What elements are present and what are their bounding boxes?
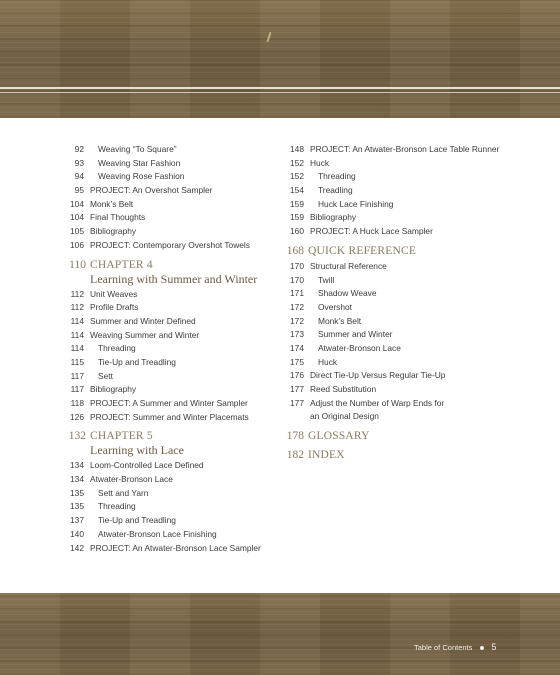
toc-entry[interactable] [62,473,272,487]
entry-title: Weaving Summer and Winter [90,329,200,340]
entry-page-number: 94 [74,171,84,182]
entry-page-number: 93 [74,157,84,168]
chapter-subtitle: Learning with Summer and Winter [90,271,258,286]
toc-entry[interactable] [62,315,272,329]
entry-title: PROJECT: An Overshot Sampler [90,185,213,196]
entry-title: Summer and Winter [318,329,393,340]
entry-title: Reed Substitution [310,384,377,394]
entry-page-number: 148 [290,144,304,154]
toc-entry[interactable] [280,211,520,225]
entry-title: Weaving Rose Fashion [98,171,185,182]
section-title: CHAPTER 4 [90,258,153,271]
entry-title: Adjust the Number of Warp Ends for [310,397,445,408]
toc-entry[interactable] [280,328,520,342]
entry-title: Monk’s Belt [318,315,362,326]
toc-entry[interactable] [280,225,520,239]
entry-page-number: 152 [290,171,304,182]
entry-page-number: 176 [290,370,304,381]
toc-section [280,429,520,443]
entry-title: Bibliography [90,226,137,237]
toc-entry[interactable] [62,329,272,343]
footer-label: Table of Contents [414,643,473,652]
section-page-number: 178 [286,430,304,443]
entry-page-number: 114 [70,315,84,326]
entry-page-number: 117 [70,384,84,395]
wood-header-band [0,0,560,118]
toc-entry[interactable] [62,225,272,239]
section-title: INDEX [308,449,345,462]
entry-page-number: 117 [70,370,84,381]
page-footer [414,642,496,652]
entry-title: Unit Weaves [90,288,138,299]
entry-title: Treadling [318,185,353,196]
section-title: CHAPTER 5 [90,430,153,443]
entry-page-number: 172 [290,301,304,312]
toc-entry[interactable] [280,369,520,383]
toc-entry[interactable] [280,301,520,315]
entry-title: Structural Reference [310,260,387,271]
entry-page-number: 170 [290,274,304,285]
entry-page-number: 92 [74,144,84,154]
entry-page-number: 135 [70,501,84,512]
toc-entry[interactable] [280,287,520,301]
entry-title: Direct Tie-Up Versus Regular Tie-Up [310,370,446,381]
entry-title: PROJECT: Contemporary Overshot Towels [90,239,250,250]
section-title: GLOSSARY [308,430,370,443]
toc-entry[interactable] [62,487,272,501]
entry-title: Atwater-Bronson Lace [318,342,401,353]
entry-page-number: 137 [70,515,84,526]
entry-page-number: 140 [70,528,84,539]
toc-entry[interactable] [280,356,520,370]
entry-title: Huck [318,356,338,367]
toc-entry[interactable] [62,528,272,542]
toc-entry[interactable] [280,410,520,424]
section-page-number: 110 [69,258,86,271]
toc-entry[interactable] [62,239,272,253]
entry-title: PROJECT: An Atwater-Bronson Lace Table Runner [310,144,500,154]
toc-entry[interactable] [280,260,520,274]
toc-entry[interactable] [280,342,520,356]
toc-entry[interactable] [62,157,272,171]
toc-entry[interactable] [62,342,272,356]
entry-page-number: 172 [290,315,304,326]
entry-page-number: 177 [290,397,304,408]
toc-entry[interactable] [62,383,272,397]
entry-page-number: 154 [290,185,304,196]
entry-page-number: 95 [74,185,84,196]
section-heading[interactable] [62,258,272,272]
page-number: 5 [491,642,497,652]
entry-title: Huck [310,157,330,168]
entry-page-number: 142 [70,542,84,553]
entry-title: Profile Drafts [90,302,139,313]
entry-title: Bibliography [310,212,357,223]
section-page-number: 132 [68,430,86,443]
entry-title: Monk’s Belt [90,198,134,209]
toc-entry[interactable] [62,500,272,514]
entry-page-number: 106 [70,239,84,250]
entry-page-number: 104 [70,212,84,223]
section-page-number: 168 [286,244,304,257]
toc-entry[interactable] [62,170,272,184]
entry-page-number: 159 [290,212,304,223]
entry-title: Weaving “To Square” [98,144,177,154]
toc-entry[interactable] [62,211,272,225]
section-heading[interactable] [280,429,520,443]
toc-entry[interactable] [62,459,272,473]
toc-entry[interactable] [62,514,272,528]
wood-grain-mark [267,32,272,42]
entry-page-number: 159 [290,198,304,209]
section-page-number: 182 [286,449,304,462]
entry-title: Loom-Controlled Lace Defined [90,460,204,471]
toc-entry[interactable] [62,198,272,212]
entry-page-number: 115 [70,356,84,367]
entry-page-number: 174 [290,342,304,353]
entry-page-number: 126 [70,411,84,422]
entry-title: Weaving Star Fashion [98,157,181,168]
entry-title: Overshot [318,301,352,312]
toc-entry[interactable] [280,157,520,171]
toc-entry[interactable] [62,356,272,370]
toc-left-column [62,143,272,555]
toc-entry[interactable] [62,411,272,425]
entry-title: Summer and Winter Defined [90,315,196,326]
entry-page-number: 112 [70,288,84,299]
board-seam-line [0,87,560,89]
toc-entry[interactable] [62,301,272,315]
entry-page-number: 135 [70,487,84,498]
entry-page-number: 134 [70,474,84,485]
toc-entry[interactable] [280,198,520,212]
entry-title: Threading [98,343,136,354]
toc-entry[interactable] [62,288,272,302]
entry-title: Tie-Up and Treadling [98,356,176,367]
section-heading[interactable] [280,448,520,462]
entry-title: PROJECT: A Summer and Winter Sampler [90,398,248,408]
entry-page-number: 104 [70,198,84,209]
section-title: QUICK REFERENCE [308,244,417,257]
entry-page-number: 171 [290,288,304,299]
entry-title: PROJECT: A Huck Lace Sampler [310,226,433,237]
entry-title: Sett and Yarn [98,487,149,498]
entry-title: Shadow Weave [318,288,377,299]
entry-page-number: 160 [290,226,304,237]
entry-page-number: 175 [290,356,304,367]
entry-title: Final Thoughts [90,212,146,223]
entry-title: Threading [318,171,356,182]
entry-title: Tie-Up and Treadling [98,515,176,526]
toc-section [62,429,272,458]
entry-title: Twill [318,274,335,285]
toc-entry[interactable] [62,184,272,198]
toc-entry[interactable] [280,170,520,184]
bullet-icon [480,646,484,650]
entry-title: Bibliography [90,384,137,395]
toc-entry[interactable] [62,397,272,411]
toc-entry[interactable] [62,542,272,556]
toc-section [62,258,272,287]
toc-entry[interactable] [280,274,520,288]
entry-page-number: 114 [70,343,84,354]
entry-page-number: 105 [70,226,84,237]
entry-title: an Original Design [310,411,379,422]
entry-title: PROJECT: An Atwater-Bronson Lace Sampler [90,542,261,553]
entry-page-number: 118 [70,398,84,408]
entry-title: Sett [98,370,113,381]
toc-entry[interactable] [62,370,272,384]
board-seam-line [0,92,560,93]
entry-title: Atwater-Bronson Lace Finishing [98,528,217,539]
toc-entry[interactable] [280,383,520,397]
entry-title: Threading [98,501,136,512]
entry-page-number: 170 [290,260,304,271]
toc-section [280,244,520,258]
toc-entry[interactable] [280,315,520,329]
section-heading[interactable] [280,244,520,258]
toc-right-column [280,143,520,464]
section-heading[interactable] [62,429,272,443]
entry-page-number: 173 [290,329,304,340]
entry-page-number: 112 [70,302,84,313]
toc-section [280,448,520,462]
wood-footer-band [0,593,560,675]
chapter-subtitle: Learning with Lace [90,443,184,458]
toc-entry[interactable] [280,143,520,157]
entry-page-number: 134 [70,460,84,471]
entry-title: PROJECT: Summer and Winter Placemats [90,411,249,422]
toc-entry[interactable] [280,397,520,411]
entry-title: Huck Lace Finishing [318,198,394,209]
entry-page-number: 152 [290,157,304,168]
toc-entry[interactable] [62,143,272,157]
entry-page-number: 177 [290,384,304,394]
toc-entry[interactable] [280,184,520,198]
entry-title: Atwater-Bronson Lace [90,474,173,485]
entry-page-number: 114 [70,329,84,340]
